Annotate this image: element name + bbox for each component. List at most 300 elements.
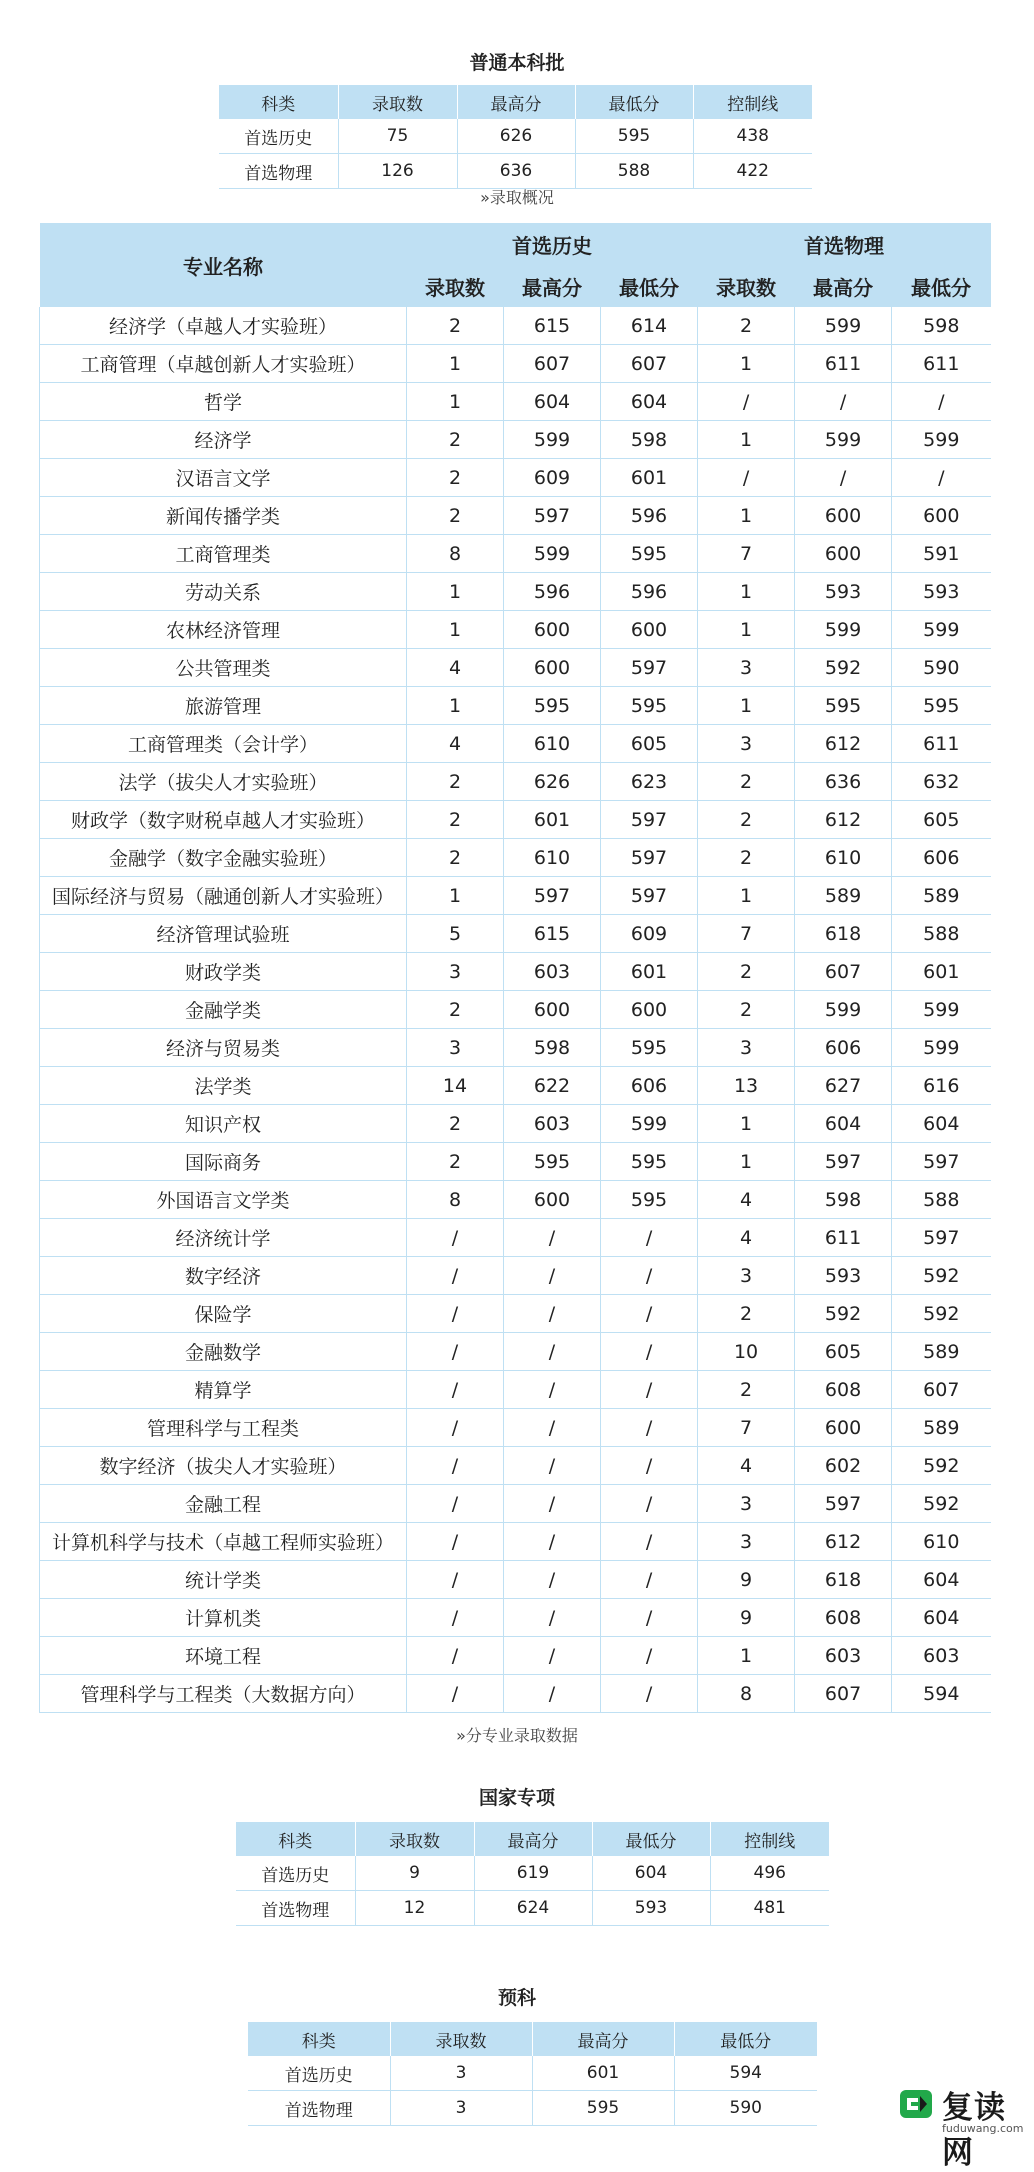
- value-cell: 606: [601, 1067, 698, 1105]
- value-cell: 588: [892, 1181, 991, 1219]
- value-cell: 601: [601, 953, 698, 991]
- row-label-cell: 汉语言文学: [40, 459, 407, 497]
- value-cell: 14: [407, 1067, 504, 1105]
- value-cell: 614: [601, 307, 698, 345]
- value-cell: 604: [504, 383, 601, 421]
- value-cell: 595: [795, 687, 892, 725]
- value-cell: 616: [892, 1067, 991, 1105]
- sub-header: 录取数: [407, 265, 504, 307]
- row-label-cell: 精算学: [40, 1371, 407, 1409]
- row-label-cell: 法学类: [40, 1067, 407, 1105]
- value-cell: 9: [698, 1561, 795, 1599]
- value-cell: 600: [795, 497, 892, 535]
- row-label-cell: 金融学（数字金融实验班）: [40, 839, 407, 877]
- row-label-cell: 经济与贸易类: [40, 1029, 407, 1067]
- col-header: 科类: [219, 85, 338, 119]
- value-cell: 2: [407, 1143, 504, 1181]
- value-cell: 619: [474, 1856, 592, 1891]
- value-cell: 8: [407, 1181, 504, 1219]
- value-cell: 597: [892, 1219, 991, 1257]
- value-cell: 4: [698, 1219, 795, 1257]
- row-label-cell: 新闻传播学类: [40, 497, 407, 535]
- value-cell: 609: [601, 915, 698, 953]
- value-cell: 599: [795, 307, 892, 345]
- row-label-cell: 法学（拔尖人才实验班）: [40, 763, 407, 801]
- value-cell: 615: [504, 915, 601, 953]
- major-row: [40, 1257, 991, 1295]
- major-row: [40, 1523, 991, 1561]
- major-row: [40, 497, 991, 535]
- value-cell: /: [601, 1523, 698, 1561]
- value-cell: 75: [338, 119, 457, 154]
- value-cell: 600: [504, 991, 601, 1029]
- value-cell: 612: [795, 801, 892, 839]
- value-cell: 1: [407, 573, 504, 611]
- value-cell: 608: [795, 1599, 892, 1637]
- row-label-cell: 计算机科学与技术（卓越工程师实验班）: [40, 1523, 407, 1561]
- value-cell: /: [407, 1409, 504, 1447]
- value-cell: 12: [355, 1891, 474, 1926]
- value-cell: 607: [795, 953, 892, 991]
- row-label-cell: 首选物理: [236, 1891, 355, 1926]
- value-cell: 592: [892, 1485, 991, 1523]
- national-row: [236, 1856, 829, 1891]
- value-cell: 598: [892, 307, 991, 345]
- major-row: [40, 573, 991, 611]
- major-row: [40, 611, 991, 649]
- major-row: [40, 877, 991, 915]
- value-cell: 7: [698, 915, 795, 953]
- row-label-cell: 首选物理: [248, 2091, 390, 2126]
- value-cell: 1: [698, 877, 795, 915]
- major-row: [40, 649, 991, 687]
- col-header: 录取数: [390, 2022, 532, 2056]
- row-label-cell: 财政学（数字财税卓越人才实验班）: [40, 801, 407, 839]
- major-row: [40, 1295, 991, 1333]
- value-cell: 593: [795, 1257, 892, 1295]
- row-label-cell: 管理科学与工程类: [40, 1409, 407, 1447]
- col-header: 控制线: [710, 1822, 829, 1856]
- value-cell: 1: [698, 421, 795, 459]
- value-cell: 4: [407, 649, 504, 687]
- value-cell: 597: [795, 1485, 892, 1523]
- value-cell: 597: [601, 839, 698, 877]
- batch1-row: [219, 119, 812, 154]
- value-cell: 2: [407, 421, 504, 459]
- major-row: [40, 345, 991, 383]
- sub-header: 最高分: [795, 265, 892, 307]
- row-label-cell: 劳动关系: [40, 573, 407, 611]
- value-cell: 597: [892, 1143, 991, 1181]
- col-header: 最低分: [592, 1822, 710, 1856]
- col-header: 最低分: [674, 2022, 817, 2056]
- value-cell: 598: [795, 1181, 892, 1219]
- prep-row: [248, 2056, 817, 2091]
- major-row: [40, 1561, 991, 1599]
- row-label-cell: 环境工程: [40, 1637, 407, 1675]
- value-cell: 627: [795, 1067, 892, 1105]
- value-cell: 604: [592, 1856, 710, 1891]
- value-cell: 603: [892, 1637, 991, 1675]
- col-header: 控制线: [693, 85, 812, 119]
- value-cell: 603: [795, 1637, 892, 1675]
- value-cell: 606: [795, 1029, 892, 1067]
- major-row: [40, 459, 991, 497]
- value-cell: /: [795, 383, 892, 421]
- fuduwang-logo-icon: [898, 2086, 934, 2122]
- major-row: [40, 421, 991, 459]
- major-row: [40, 535, 991, 573]
- value-cell: 3: [698, 1029, 795, 1067]
- value-cell: 1: [698, 497, 795, 535]
- col-header: 最低分: [575, 85, 693, 119]
- value-cell: /: [601, 1333, 698, 1371]
- value-cell: 595: [575, 119, 693, 154]
- value-cell: /: [504, 1333, 601, 1371]
- value-cell: /: [504, 1409, 601, 1447]
- value-cell: 593: [592, 1891, 710, 1926]
- value-cell: 126: [338, 154, 457, 189]
- value-cell: 4: [698, 1447, 795, 1485]
- sub-header: 最低分: [601, 265, 698, 307]
- value-cell: 481: [710, 1891, 829, 1926]
- value-cell: 624: [474, 1891, 592, 1926]
- national-row: [236, 1891, 829, 1926]
- value-cell: 1: [698, 573, 795, 611]
- value-cell: 3: [698, 1257, 795, 1295]
- value-cell: 595: [601, 1181, 698, 1219]
- value-cell: /: [601, 1561, 698, 1599]
- value-cell: 607: [795, 1675, 892, 1713]
- value-cell: /: [601, 1371, 698, 1409]
- value-cell: /: [504, 1675, 601, 1713]
- row-label-cell: 农林经济管理: [40, 611, 407, 649]
- national-header-row: [236, 1822, 829, 1856]
- value-cell: 13: [698, 1067, 795, 1105]
- value-cell: /: [601, 1675, 698, 1713]
- major-row: [40, 1105, 991, 1143]
- row-label-cell: 财政学类: [40, 953, 407, 991]
- value-cell: 1: [407, 383, 504, 421]
- value-cell: 599: [795, 611, 892, 649]
- value-cell: /: [407, 1447, 504, 1485]
- value-cell: 601: [504, 801, 601, 839]
- row-label-cell: 首选历史: [236, 1856, 355, 1891]
- value-cell: 607: [892, 1371, 991, 1409]
- value-cell: /: [407, 1561, 504, 1599]
- value-cell: 597: [601, 877, 698, 915]
- major-row: [40, 915, 991, 953]
- row-label-cell: 计算机类: [40, 1599, 407, 1637]
- national-title: 国家专项: [478, 1787, 555, 1809]
- value-cell: 599: [601, 1105, 698, 1143]
- major-row: [40, 1143, 991, 1181]
- value-cell: /: [601, 1295, 698, 1333]
- value-cell: 596: [601, 497, 698, 535]
- value-cell: 601: [532, 2056, 674, 2091]
- value-cell: 597: [795, 1143, 892, 1181]
- value-cell: 611: [795, 345, 892, 383]
- value-cell: 2: [698, 953, 795, 991]
- value-cell: 589: [892, 877, 991, 915]
- value-cell: 588: [575, 154, 693, 189]
- value-cell: 595: [601, 1029, 698, 1067]
- value-cell: 607: [601, 345, 698, 383]
- value-cell: 603: [504, 953, 601, 991]
- major-row: [40, 991, 991, 1029]
- value-cell: 2: [698, 991, 795, 1029]
- col-header: 最高分: [474, 1822, 592, 1856]
- row-label-cell: 外国语言文学类: [40, 1181, 407, 1219]
- sub-header: 录取数: [698, 265, 795, 307]
- value-cell: 626: [457, 119, 575, 154]
- value-cell: 589: [892, 1409, 991, 1447]
- value-cell: 596: [601, 573, 698, 611]
- value-cell: 4: [407, 725, 504, 763]
- row-label-cell: 数字经济: [40, 1257, 407, 1295]
- major-row: [40, 763, 991, 801]
- value-cell: 596: [504, 573, 601, 611]
- row-label-cell: 金融工程: [40, 1485, 407, 1523]
- col-header: 科类: [236, 1822, 355, 1856]
- major-row: [40, 1599, 991, 1637]
- major-row: [40, 1637, 991, 1675]
- value-cell: 604: [892, 1561, 991, 1599]
- value-cell: 599: [892, 421, 991, 459]
- value-cell: 600: [504, 611, 601, 649]
- value-cell: 608: [795, 1371, 892, 1409]
- value-cell: 600: [795, 535, 892, 573]
- value-cell: /: [504, 1485, 601, 1523]
- value-cell: 605: [892, 801, 991, 839]
- value-cell: 2: [698, 839, 795, 877]
- value-cell: /: [407, 1371, 504, 1409]
- major-row: [40, 1675, 991, 1713]
- value-cell: /: [407, 1219, 504, 1257]
- value-cell: 626: [504, 763, 601, 801]
- row-label-cell: 经济管理试验班: [40, 915, 407, 953]
- value-cell: 599: [795, 421, 892, 459]
- row-label-cell: 保险学: [40, 1295, 407, 1333]
- row-label-cell: 知识产权: [40, 1105, 407, 1143]
- value-cell: 622: [504, 1067, 601, 1105]
- value-cell: 604: [892, 1599, 991, 1637]
- value-cell: /: [892, 459, 991, 497]
- row-label-cell: 国际商务: [40, 1143, 407, 1181]
- value-cell: 604: [795, 1105, 892, 1143]
- value-cell: 595: [504, 687, 601, 725]
- major-row: [40, 1219, 991, 1257]
- col-header: 录取数: [338, 85, 457, 119]
- value-cell: 611: [795, 1219, 892, 1257]
- value-cell: /: [601, 1219, 698, 1257]
- value-cell: 590: [674, 2091, 817, 2126]
- group-header-physics: 首选物理: [698, 223, 991, 265]
- majors-header-row-1: [40, 223, 991, 265]
- major-row: [40, 725, 991, 763]
- value-cell: 7: [698, 535, 795, 573]
- value-cell: 2: [407, 801, 504, 839]
- value-cell: 593: [795, 573, 892, 611]
- value-cell: /: [407, 1599, 504, 1637]
- value-cell: /: [407, 1257, 504, 1295]
- value-cell: 2: [698, 307, 795, 345]
- major-row: [40, 1067, 991, 1105]
- value-cell: 9: [698, 1599, 795, 1637]
- value-cell: 636: [795, 763, 892, 801]
- value-cell: 1: [407, 877, 504, 915]
- prep-table: [248, 2022, 817, 2126]
- value-cell: 3: [390, 2056, 532, 2091]
- value-cell: 603: [504, 1105, 601, 1143]
- value-cell: 611: [892, 345, 991, 383]
- value-cell: 9: [355, 1856, 474, 1891]
- value-cell: 607: [504, 345, 601, 383]
- value-cell: /: [601, 1257, 698, 1295]
- value-cell: 612: [795, 1523, 892, 1561]
- value-cell: 593: [892, 573, 991, 611]
- value-cell: 610: [795, 839, 892, 877]
- value-cell: 611: [892, 725, 991, 763]
- value-cell: 2: [407, 459, 504, 497]
- value-cell: /: [407, 1637, 504, 1675]
- prep-row: [248, 2091, 817, 2126]
- value-cell: /: [407, 1675, 504, 1713]
- value-cell: 600: [504, 649, 601, 687]
- value-cell: 595: [504, 1143, 601, 1181]
- value-cell: 496: [710, 1856, 829, 1891]
- major-row: [40, 801, 991, 839]
- value-cell: 595: [892, 687, 991, 725]
- value-cell: 592: [892, 1447, 991, 1485]
- sub-header: 最低分: [892, 265, 991, 307]
- value-cell: 632: [892, 763, 991, 801]
- row-label-cell: 工商管理（卓越创新人才实验班）: [40, 345, 407, 383]
- col-header: 科类: [248, 2022, 390, 2056]
- value-cell: 2: [407, 1105, 504, 1143]
- value-cell: 599: [795, 991, 892, 1029]
- value-cell: 5: [407, 915, 504, 953]
- value-cell: 597: [601, 649, 698, 687]
- row-label-cell: 首选历史: [219, 119, 338, 154]
- value-cell: 3: [407, 953, 504, 991]
- value-cell: 601: [601, 459, 698, 497]
- value-cell: 3: [698, 725, 795, 763]
- value-cell: 600: [504, 1181, 601, 1219]
- row-label-cell: 经济学（卓越人才实验班）: [40, 307, 407, 345]
- value-cell: 2: [698, 801, 795, 839]
- value-cell: 3: [698, 1523, 795, 1561]
- major-row: [40, 383, 991, 421]
- value-cell: /: [504, 1637, 601, 1675]
- value-cell: /: [504, 1371, 601, 1409]
- value-cell: 610: [892, 1523, 991, 1561]
- value-cell: 438: [693, 119, 812, 154]
- value-cell: 597: [504, 877, 601, 915]
- value-cell: 588: [892, 915, 991, 953]
- row-label-cell: 国际经济与贸易（融通创新人才实验班）: [40, 877, 407, 915]
- value-cell: /: [504, 1523, 601, 1561]
- value-cell: 604: [892, 1105, 991, 1143]
- major-row: [40, 1371, 991, 1409]
- value-cell: 589: [795, 877, 892, 915]
- value-cell: 605: [795, 1333, 892, 1371]
- value-cell: 599: [892, 1029, 991, 1067]
- value-cell: 605: [601, 725, 698, 763]
- value-cell: 594: [674, 2056, 817, 2091]
- row-label-cell: 旅游管理: [40, 687, 407, 725]
- value-cell: 1: [698, 611, 795, 649]
- value-cell: 612: [795, 725, 892, 763]
- value-cell: 3: [390, 2091, 532, 2126]
- batch1-title: 普通本科批: [469, 52, 565, 74]
- value-cell: 600: [892, 497, 991, 535]
- value-cell: /: [407, 1485, 504, 1523]
- majors-caption: »分专业录取数据: [456, 1726, 578, 1745]
- row-label-cell: 首选历史: [248, 2056, 390, 2091]
- value-cell: /: [504, 1447, 601, 1485]
- value-cell: 2: [698, 763, 795, 801]
- value-cell: 2: [407, 763, 504, 801]
- value-cell: /: [601, 1599, 698, 1637]
- value-cell: 3: [698, 1485, 795, 1523]
- row-label-cell: 金融数学: [40, 1333, 407, 1371]
- value-cell: 600: [795, 1409, 892, 1447]
- value-cell: 3: [698, 649, 795, 687]
- sub-header: 最高分: [504, 265, 601, 307]
- value-cell: 7: [698, 1409, 795, 1447]
- major-row: [40, 1029, 991, 1067]
- value-cell: 1: [698, 687, 795, 725]
- value-cell: /: [892, 383, 991, 421]
- value-cell: /: [504, 1295, 601, 1333]
- value-cell: 2: [407, 307, 504, 345]
- value-cell: 636: [457, 154, 575, 189]
- value-cell: /: [407, 1523, 504, 1561]
- major-row: [40, 1485, 991, 1523]
- value-cell: 615: [504, 307, 601, 345]
- value-cell: 610: [504, 725, 601, 763]
- value-cell: /: [601, 1409, 698, 1447]
- value-cell: /: [698, 459, 795, 497]
- value-cell: 2: [698, 1371, 795, 1409]
- row-label-cell: 金融学类: [40, 991, 407, 1029]
- watermark-url: fuduwang.com: [942, 2122, 1024, 2135]
- batch1-table: [219, 85, 812, 189]
- value-cell: 599: [504, 535, 601, 573]
- value-cell: /: [504, 1219, 601, 1257]
- value-cell: 1: [407, 345, 504, 383]
- value-cell: 4: [698, 1181, 795, 1219]
- value-cell: 592: [795, 1295, 892, 1333]
- value-cell: 600: [601, 991, 698, 1029]
- value-cell: 592: [892, 1257, 991, 1295]
- value-cell: 604: [601, 383, 698, 421]
- value-cell: 1: [407, 687, 504, 725]
- value-cell: 590: [892, 649, 991, 687]
- major-row: [40, 953, 991, 991]
- national-table: [236, 1822, 829, 1926]
- value-cell: 8: [698, 1675, 795, 1713]
- value-cell: 600: [601, 611, 698, 649]
- value-cell: 592: [795, 649, 892, 687]
- major-row: [40, 1333, 991, 1371]
- value-cell: 10: [698, 1333, 795, 1371]
- row-label-cell: 哲学: [40, 383, 407, 421]
- row-label-cell: 数字经济（拔尖人才实验班）: [40, 1447, 407, 1485]
- value-cell: 595: [532, 2091, 674, 2126]
- row-label-cell: 公共管理类: [40, 649, 407, 687]
